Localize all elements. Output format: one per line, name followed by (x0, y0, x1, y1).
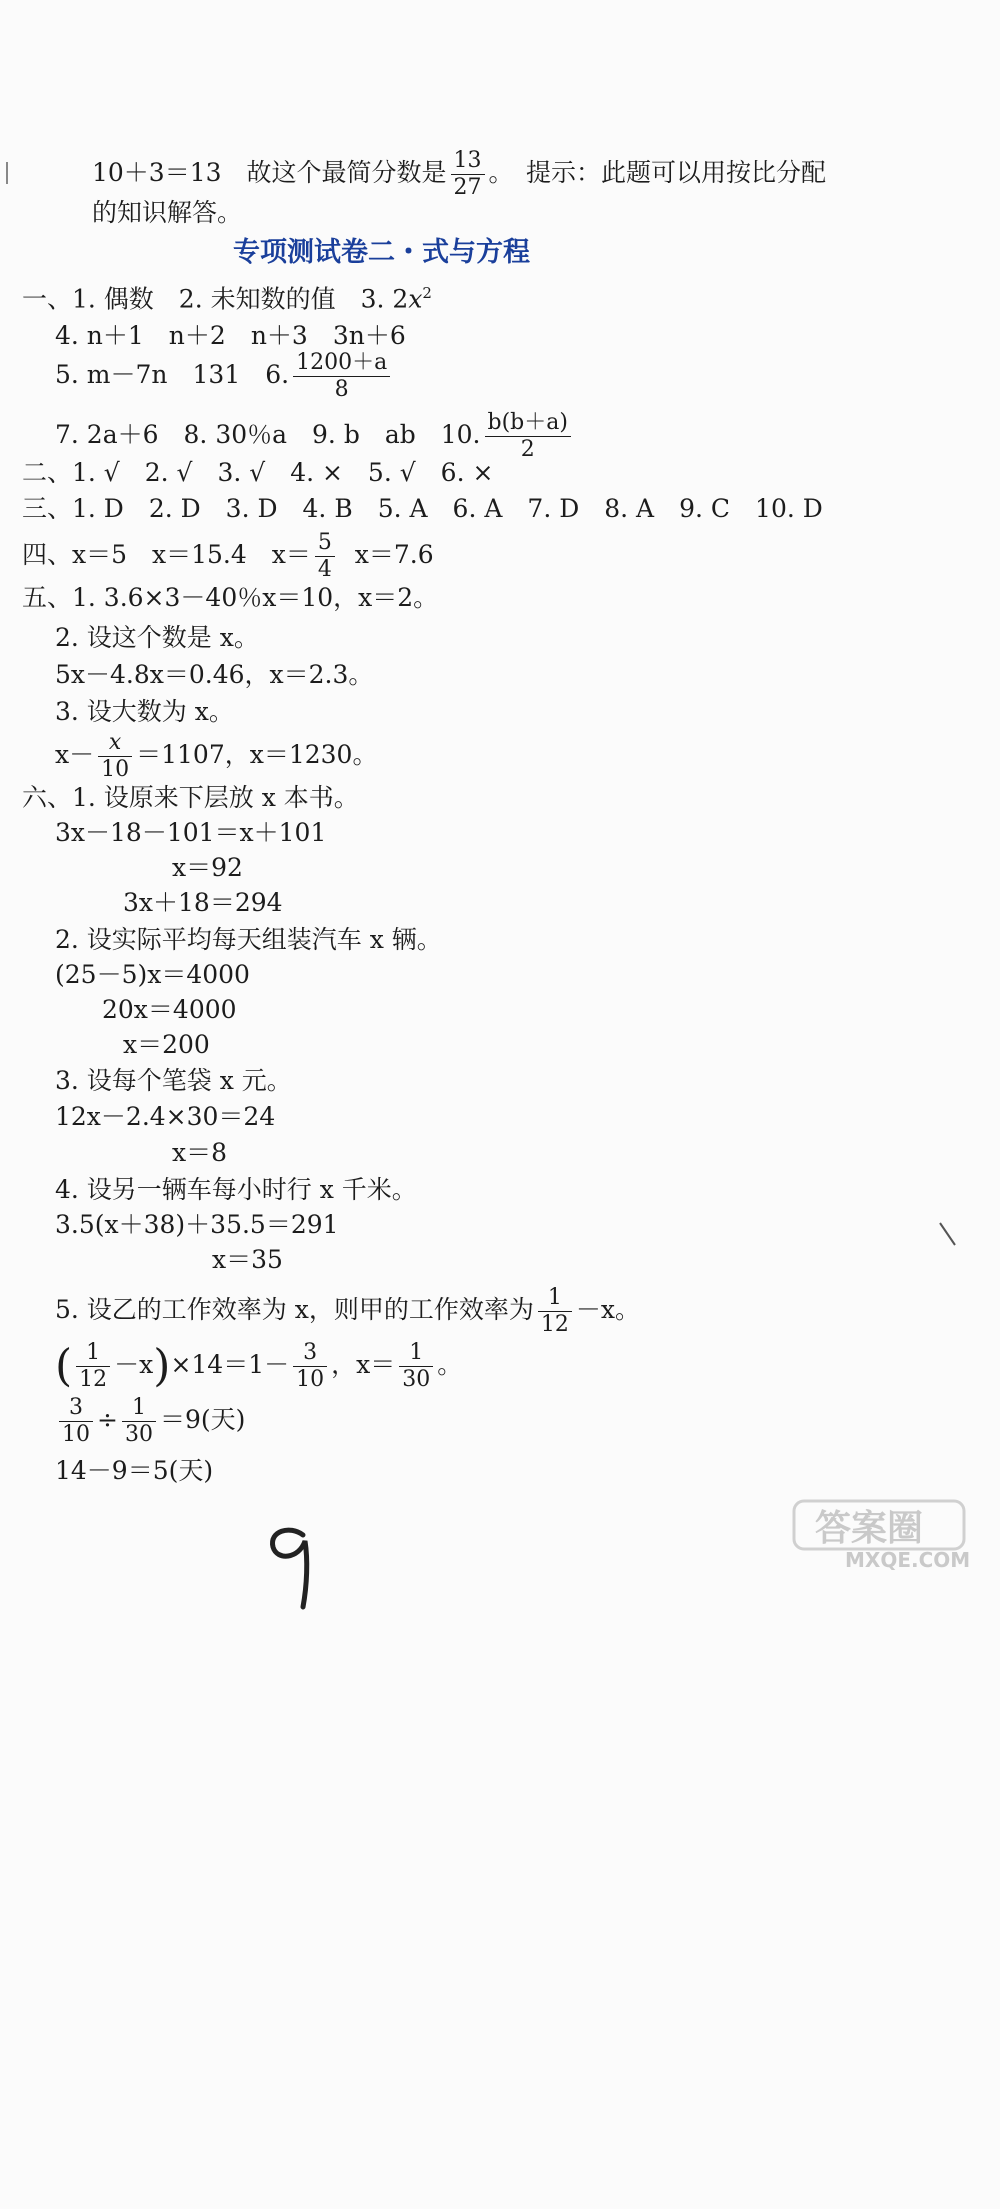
fraction-5-4: $\frac{5}{4}$ (315, 530, 335, 583)
intro-line-2: 的知识解答。 (92, 198, 243, 227)
fraction-13-27: $\frac{13}{27}$ (451, 148, 485, 201)
s1-row-3: 5. m－7n 131 6. $\frac{1200+a}{8}$ (55, 350, 394, 403)
s6-row-13: 3.5(x＋38)＋35.5＝291 (55, 1210, 339, 1239)
s6-row-12: 4. 设另一辆车每小时行 x 千米。 (55, 1175, 417, 1204)
intro-line-1 (92, 148, 826, 201)
s6-row-6: (25－5)x＝4000 (55, 960, 250, 989)
s5-row-3: 5x－4.8x＝0.46，x＝2.3。 (55, 660, 374, 689)
s1-row-1: 一、1. 偶数 2. 未知数的值 3. $2x^2$ (22, 284, 432, 314)
pen-stroke (935, 1215, 975, 1255)
s6-row-8: x＝200 (123, 1030, 210, 1059)
intro-text-a: 10＋3＝13 故这个最简分数是 (92, 158, 447, 187)
s1-row-4: 7. 2a＋6 8. 30％a 9. b ab 10. $\frac{b(b+a)}{2}$ (55, 410, 575, 463)
fraction-3-10: $\frac{3}{10}$ (293, 1340, 327, 1393)
s6-row-10: 12x－2.4×30＝24 (55, 1102, 276, 1131)
fraction-x-10: $\frac{x}{10}$ (98, 730, 132, 783)
fraction-bba-2: $\frac{b(b+a)}{2}$ (485, 410, 571, 463)
handwritten-nine (255, 1505, 335, 1615)
s5-row-1: 五、1. 3.6×3－40％x＝10，x＝2。 (22, 583, 439, 612)
s6-row-18: 14－9＝5(天) (55, 1456, 214, 1485)
fraction-1-30b: $\frac{1}{30}$ (122, 1395, 156, 1448)
s3-row: 三、1. D 2. D 3. D 4. B 5. A 6. A 7. D 8. A 9. C 10. D (22, 494, 823, 523)
s6-row-3: x＝92 (172, 853, 243, 882)
intro-text-b: 。 提示：此题可以用按比分配 (488, 158, 827, 187)
s4-row: 四、x＝5 x＝15.4 x＝ $\frac{5}{4}$ x＝7.6 (22, 530, 434, 582)
s6-row-7: 20x＝4000 (102, 995, 237, 1024)
fraction-1-12: $\frac{1}{12}$ (538, 1285, 572, 1338)
s6-row-4: 3x＋18＝294 (123, 888, 283, 917)
s6-row-1: 六、1. 设原来下层放 x 本书。 (22, 783, 359, 812)
s6-row-17: $\frac{3}{10}$ ÷ $\frac{1}{30}$ ＝9(天) (55, 1395, 245, 1448)
scan-mark (6, 162, 8, 184)
s1-row-2: 4. n＋1 n＋2 n＋3 3n＋6 (55, 321, 406, 350)
s5-row-2: 2. 设这个数是 x。 (55, 623, 259, 652)
s5-row-4: 3. 设大数为 x。 (55, 697, 234, 726)
s6-row-2: 3x－18－101＝x＋101 (55, 818, 327, 847)
fraction-1-12b: $\frac{1}{12}$ (76, 1340, 110, 1393)
watermark-text: 答案圈 (815, 1508, 924, 1549)
s6-row-14: x＝35 (212, 1245, 283, 1274)
s6-row-16: ( $\frac{1}{12}$ －x)×14＝1－ $\frac{3}{10}$ ，x＝ $\frac{1}{30}$ 。 (55, 1340, 463, 1392)
fraction-3-10b: $\frac{3}{10}$ (59, 1395, 93, 1448)
s5-row-5: x－ $\frac{x}{10}$ ＝1107，x＝1230。 (55, 730, 378, 782)
watermark-url: MXQE.COM (845, 1548, 971, 1572)
fraction-1-30: $\frac{1}{30}$ (399, 1340, 433, 1393)
fraction-1200a-8: $\frac{1200+a}{8}$ (293, 350, 390, 403)
s6-row-5: 2. 设实际平均每天组装汽车 x 辆。 (55, 925, 442, 954)
section-title: 专项测试卷二・式与方程 (233, 237, 530, 268)
s6-row-11: x＝8 (172, 1138, 228, 1167)
s2-row: 二、1. √ 2. √ 3. √ 4. × 5. √ 6. × (22, 458, 494, 487)
s6-row-9: 3. 设每个笔袋 x 元。 (55, 1066, 292, 1095)
s6-row-15: 5. 设乙的工作效率为 x，则甲的工作效率为 $\frac{1}{12}$ －x。 (55, 1285, 640, 1337)
